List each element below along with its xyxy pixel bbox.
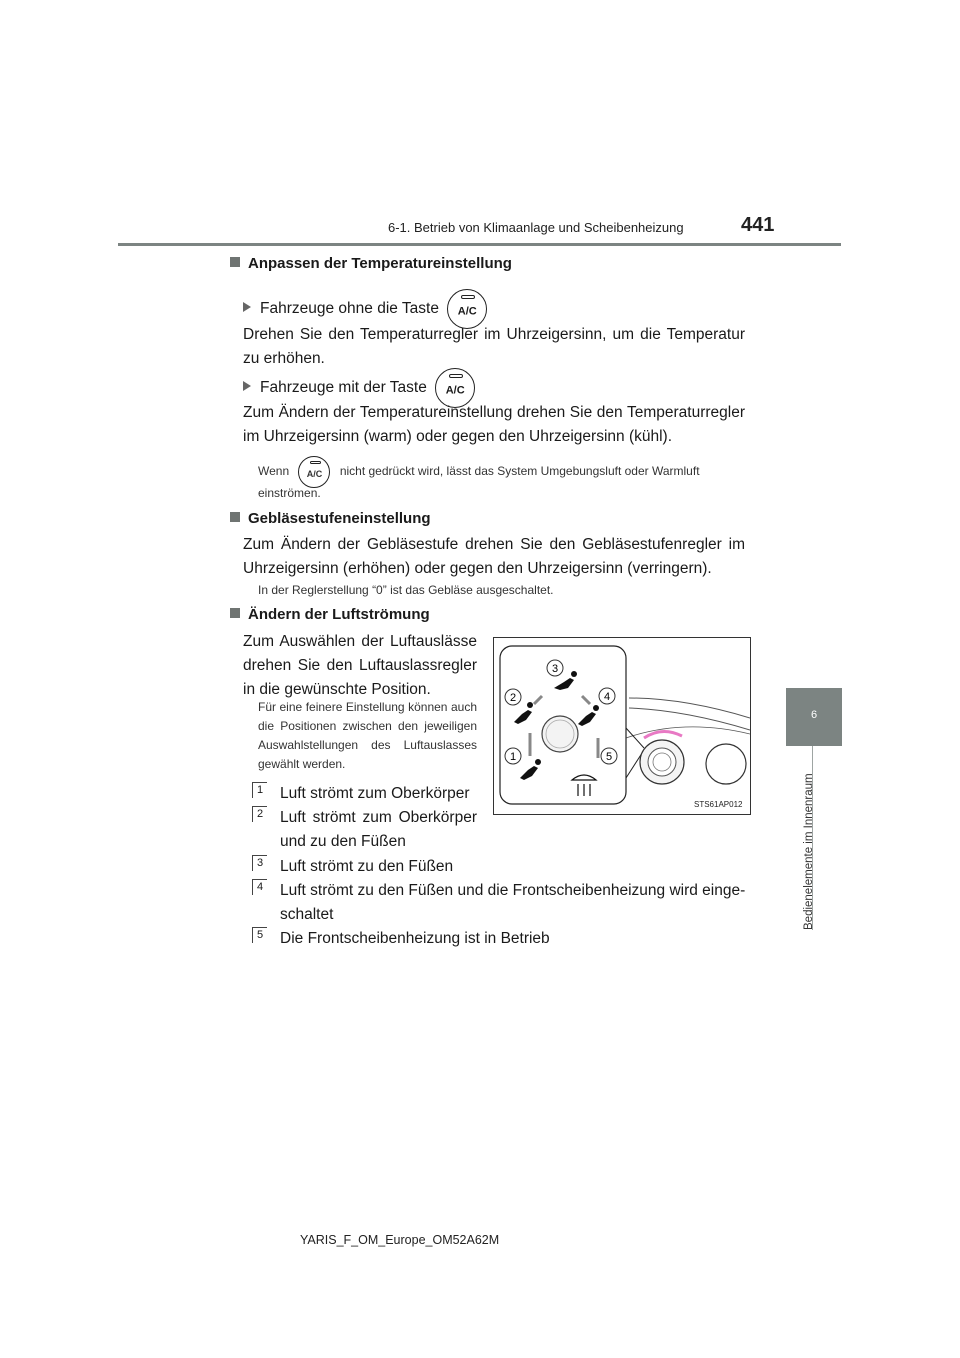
svg-text:4: 4	[603, 691, 611, 703]
airflow-paragraph: Zum Auswählen der Luftauslässe drehen Sie den Luftauslassregler in die gewünschte Position.	[243, 633, 477, 698]
item-text: Luft strömt zum Oberkörper	[280, 785, 470, 802]
header-rule	[118, 243, 841, 246]
item-text: Luft strömt zu den Füßen	[280, 858, 454, 875]
section-marker-icon	[230, 257, 240, 267]
item-number: 3	[252, 855, 267, 871]
item-text: Die Frontscheibenheizung ist in Betrieb	[280, 930, 550, 947]
item-number: 1	[252, 782, 267, 798]
figure-label	[505, 748, 521, 764]
page-number: 441	[741, 214, 775, 236]
item-number: 2	[252, 806, 267, 822]
figure-label	[601, 748, 617, 764]
airflow-note: Für eine feinere Einstellung können auch die Positionen zwischen den jeweiligen Auswahlstellungen des Luftauslasses gewählt werden.	[258, 700, 477, 771]
item-number: 4	[252, 879, 267, 895]
temp-note: Wenn A/C nicht gedrückt wird, lässt das System Umgebungsluft oder Warmluft	[258, 456, 748, 488]
ac-button-icon: A/C	[435, 368, 475, 408]
adjacent-knob	[706, 744, 746, 784]
fan-note: In der Reglerstellung “0” ist das Gebläse ausgeschaltet.	[258, 583, 554, 597]
figure-label	[599, 688, 615, 704]
svg-text:3: 3	[551, 663, 559, 675]
item-text: Luft strömt zu den Füßen und die Frontscheibenheizung wird einge-schaltet	[280, 882, 746, 923]
svg-text:5: 5	[605, 751, 613, 763]
chapter-title: 6-1. Betrieb von Klimaanlage und Scheibenheizung	[388, 220, 684, 235]
rotation-arrow-icon	[644, 731, 682, 738]
temp-note-cont: einströmen.	[258, 486, 321, 500]
airflow-dial-illustration	[494, 638, 750, 814]
footer-document-id: YARIS_F_OM_Europe_OM52A62M	[300, 1233, 500, 1247]
fan-paragraph: Zum Ändern der Gebläsestufe drehen Sie den Gebläsestufenregler im Uhrzeigersinn (erhöhen) oder gegen den Uhrzeigersinn (verringern).	[243, 536, 745, 577]
section-marker-icon	[230, 608, 240, 618]
bullet-with-ac: Fahrzeuge mit der Taste A/C	[243, 368, 475, 408]
svg-text:1: 1	[509, 751, 517, 763]
triangle-bullet-icon	[243, 302, 251, 312]
bullet-without-ac: Fahrzeuge ohne die Taste A/C	[243, 289, 487, 329]
temp-paragraph-2: Zum Ändern der Temperatureinstellung drehen Sie den Temperaturregler im Uhrzeigersinn (warm) oder gegen den Uhrzeigersinn (kühl).	[243, 404, 745, 445]
ac-button-icon: A/C	[447, 289, 487, 329]
section-marker-icon	[230, 512, 240, 522]
item-number: 5	[252, 927, 267, 943]
section-heading-temperature: Anpassen der Temperatureinstellung	[230, 255, 512, 272]
triangle-bullet-icon	[243, 381, 251, 391]
chapter-tab-number: 6	[810, 709, 818, 721]
chapter-tab-label: Bedienelemente im Innenraum	[803, 773, 815, 930]
figure-label	[505, 689, 521, 705]
figure-code: STS61AP012	[694, 800, 743, 809]
temp-paragraph-1: Drehen Sie den Temperaturregler im Uhrzeigersinn, um die Temperatur zu erhöhen.	[243, 326, 745, 367]
ac-button-icon: A/C	[298, 456, 330, 488]
section-heading-airflow: Ändern der Luftströmung	[230, 606, 430, 623]
section-heading-fan: Gebläsestufeneinstellung	[230, 510, 431, 527]
figure-label	[547, 660, 563, 676]
item-text: Luft strömt zum Oberkörper und zu den Füßen	[280, 809, 477, 850]
svg-text:2: 2	[509, 692, 517, 704]
airflow-dial-figure	[493, 637, 751, 815]
